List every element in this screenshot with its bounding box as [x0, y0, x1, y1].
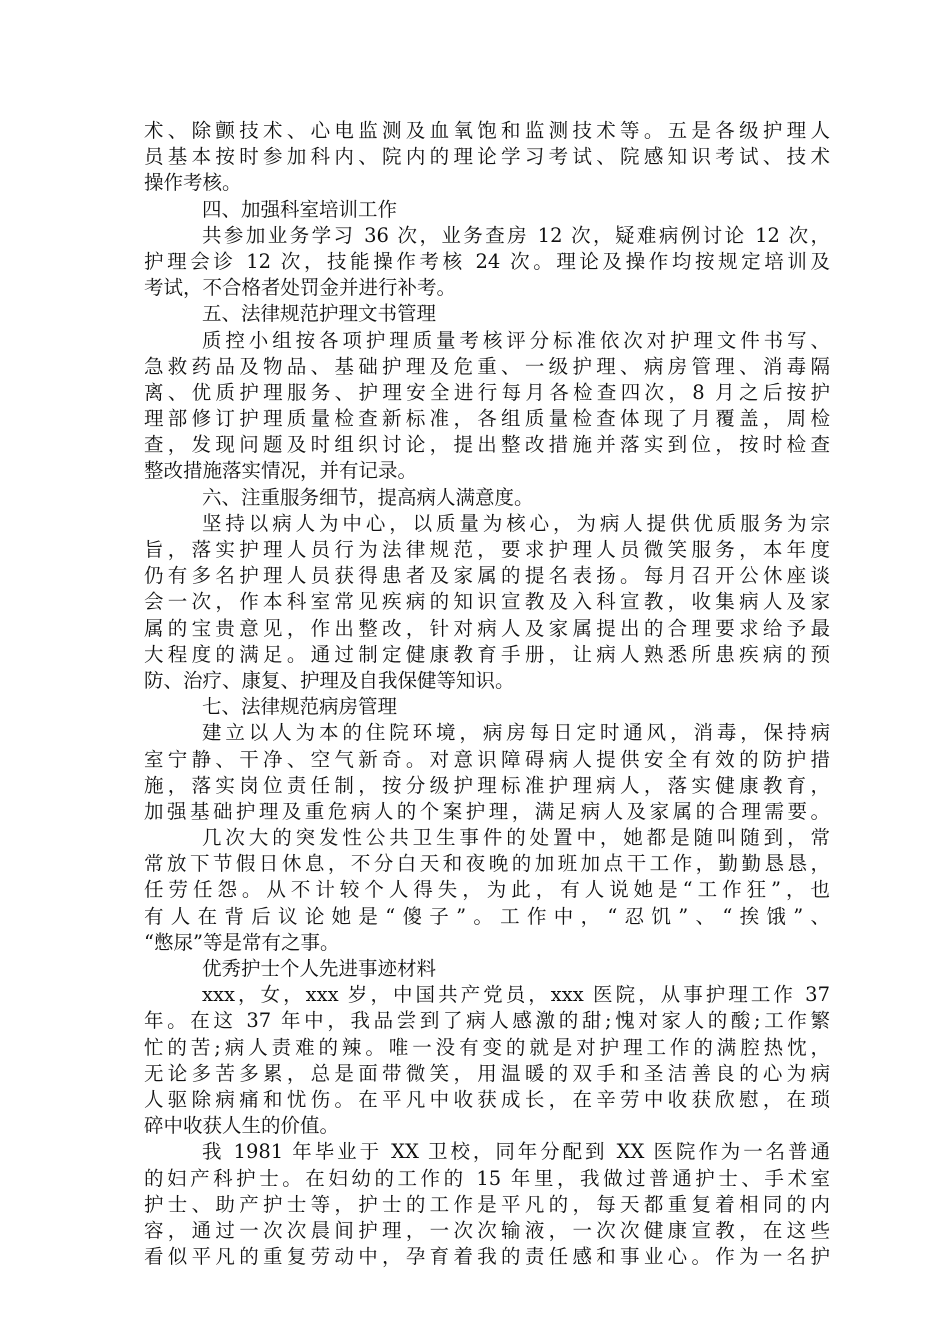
paragraph-line: 查，发现问题及时组织讨论，提出整改措施并落实到位，按时检查	[144, 433, 830, 457]
paragraph-line: 大程度的满足。通过制定健康教育手册，让病人熟悉所患疾病的预	[144, 642, 830, 666]
paragraph-line: 的妇产科护士。在妇幼的工作的 15 年里，我做过普通护士、手术室	[144, 1166, 830, 1190]
paragraph-line: 容，通过一次次晨间护理，一次次输液，一次次健康宣教，在这些	[144, 1218, 830, 1242]
paragraph-line: 忙的苦;病人责难的辣。唯一没有变的就是对护理工作的满腔热忱，	[144, 1035, 830, 1059]
paragraph-line: 护理会诊 12 次，技能操作考核 24 次。理论及操作均按规定培训及	[144, 249, 830, 273]
paragraph-line: 理部修订护理质量检查新标准，各组质量检查体现了月覆盖，周检	[144, 407, 830, 431]
paragraph-line: 无论多苦多累，总是面带微笑，用温暖的双手和圣洁善良的心为病	[144, 1061, 830, 1085]
paragraph-line: 员基本按时参加科内、院内的理论学习考试、院感知识考试、技术	[144, 145, 830, 169]
paragraph-line: 护士、助产护士等，护士的工作是平凡的，每天都重复着相同的内	[144, 1192, 830, 1216]
paragraph-line: 防、治疗、康复、护理及自我保健等知识。	[144, 668, 515, 692]
paragraph-line: 室宁静、干净、空气新奇。对意识障碍病人提供安全有效的防护措	[144, 747, 830, 771]
paragraph-first-line: 质控小组按各项护理质量考核评分标准依次对护理文件书写、	[202, 328, 830, 352]
paragraph-line: 加强基础护理及重危病人的个案护理，满足病人及家属的合理需要。	[144, 799, 830, 823]
paragraph-line: 离、优质护理服务、护理安全进行每月各检查四次，8 月之后按护	[144, 380, 830, 404]
paragraph-first-line: 七、法律规范病房管理	[202, 695, 398, 719]
paragraph-first-line: 优秀护士个人先进事迹材料	[202, 957, 437, 980]
paragraph-line: “憋尿”等是常有之事。	[144, 930, 340, 954]
document-page	[144, 118, 830, 1270]
paragraph-line: 碎中收获人生的价值。	[144, 1114, 340, 1138]
paragraph-line: 施，落实岗位责任制，按分级护理标准护理病人，落实健康教育，	[144, 773, 830, 797]
paragraph-first-line: 四、加强科室培训工作	[202, 197, 398, 221]
paragraph-line: 旨，落实护理人员行为法律规范，要求护理人员微笑服务，本年度	[144, 538, 830, 561]
paragraph-line: 整改措施落实情况，并有记录。	[144, 459, 418, 483]
paragraph-first-line: 坚持以病人为中心，以质量为核心，为病人提供优质服务为宗	[202, 511, 830, 535]
paragraph-line: 任劳任怨。从不计较个人得失，为此，有人说她是“工作狂”，也	[144, 878, 830, 902]
paragraph-line: 急救药品及物品、基础护理及危重、一级护理、病房管理、消毒隔	[144, 354, 830, 378]
paragraph-line: 会一次，作本科室常见疾病的知识宣教及入科宣教，收集病人及家	[144, 590, 830, 614]
paragraph-line: 术、除颤技术、心电监测及血氧饱和监测技术等。五是各级护理人	[144, 119, 830, 142]
paragraph-line: 属的宝贵意见，作出整改，针对病人及家属提出的合理要求给予最	[144, 616, 830, 640]
paragraph-line: 有人在背后议论她是“傻子”。工作中，“忍饥”、“挨饿”、	[144, 904, 830, 928]
paragraph-first-line: 我 1981 年毕业于 XX 卫校，同年分配到 XX 医院作为一名普通	[202, 1140, 830, 1164]
paragraph-line: 人驱除病痛和忧伤。在平凡中收获成长，在辛劳中收获欣慰，在琐	[144, 1087, 830, 1111]
paragraph-line: 年。在这 37 年中，我品尝到了病人感激的甜;愧对家人的酸;工作繁	[144, 1009, 830, 1033]
paragraph-first-line: 几次大的突发性公共卫生事件的处置中，她都是随叫随到，常	[202, 826, 830, 850]
paragraph-first-line: 五、法律规范护理文书管理	[202, 302, 437, 326]
paragraph-line: 仍有多名护理人员获得患者及家属的提名表扬。每月召开公休座谈	[144, 564, 830, 588]
paragraph-line: 常放下节假日休息，不分白天和夜晚的加班加点干工作，勤勤恳恳，	[144, 852, 830, 876]
paragraph-line: 考试，不合格者处罚金并进行补考。	[144, 276, 457, 300]
paragraph-line: 操作考核。	[144, 171, 242, 195]
paragraph-first-line: 六、注重服务细节，提高病人满意度。	[202, 485, 534, 509]
paragraph-first-line: 共参加业务学习 36 次，业务查房 12 次，疑难病例讨论 12 次，	[202, 223, 830, 247]
paragraph-first-line: 建立以人为本的住院环境，病房每日定时通风，消毒，保持病	[202, 721, 830, 745]
paragraph-first-line: xxx，女，xxx 岁，中国共产党员，xxx 医院，从事护理工作 37	[202, 983, 830, 1007]
paragraph-line: 看似平凡的重复劳动中，孕育着我的责任感和事业心。作为一名护	[144, 1245, 830, 1269]
